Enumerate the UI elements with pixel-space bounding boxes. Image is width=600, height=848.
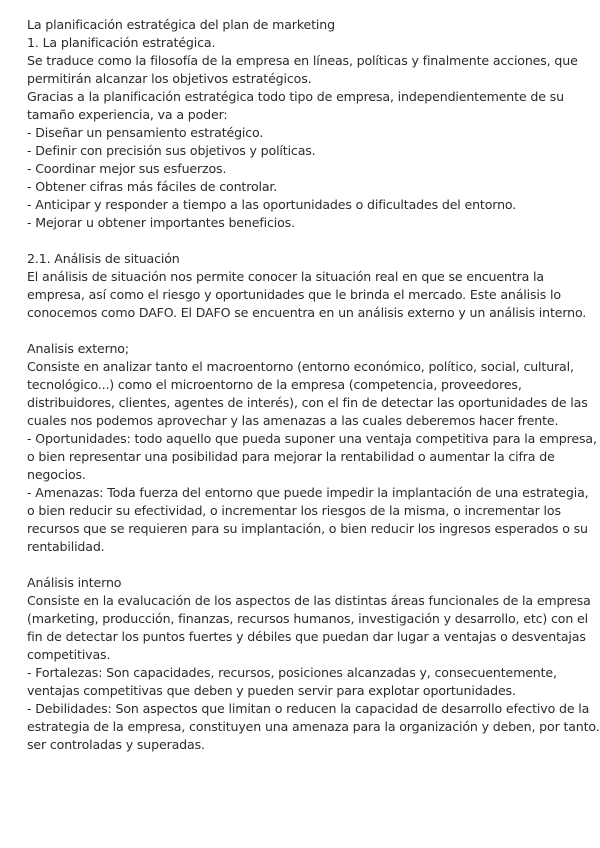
section-1-bullet: - Anticipar y responder a tiempo a las oportunidades o dificultades del entorno.	[27, 197, 517, 212]
section-2-paragraph-line: conocemos como DAFO. El DAFO se encuentra en un análisis externo y un análisis interno.	[27, 305, 587, 320]
section-1-bullet: - Definir con precisión sus objetivos y políticas.	[27, 143, 316, 158]
document-title: La planificación estratégica del plan de marketing	[27, 17, 335, 32]
section-1-paragraph-1-line: Se traduce como la filosofía de la empresa en líneas, políticas y finalmente acciones, que	[27, 53, 578, 68]
opportunities-line: o bien representar una posibilidad para mejorar la rentabilidad o aumentar la cifra de	[27, 449, 555, 464]
section-2-heading: 2.1. Análisis de situación	[27, 251, 180, 266]
internal-paragraph-line: Consiste en la evalucación de los aspectos de las distintas áreas funcionales de la empresa	[27, 593, 591, 608]
section-2-paragraph-line: empresa, así como el riesgo y oportunidades que le brinda el mercado. Este análisis lo	[27, 287, 561, 302]
internal-paragraph-line: competitivas.	[27, 647, 111, 662]
external-paragraph-line: tecnológico...) como el microentorno de la empresa (competencia, proveedores,	[27, 377, 522, 392]
threats-line: recursos que se requieren para su implantación, o bien reducir los ingresos esperados o su	[27, 521, 588, 536]
weaknesses-line: ser controladas y superadas.	[27, 737, 205, 752]
section-1-bullet: - Diseñar un pensamiento estratégico.	[27, 125, 264, 140]
opportunities-line: negocios.	[27, 467, 86, 482]
section-2-paragraph-line: El análisis de situación nos permite conocer la situación real en que se encuentra la	[27, 269, 544, 284]
external-analysis-heading: Analisis externo;	[27, 341, 129, 356]
section-1-paragraph-1-line: permitirán alcanzar los objetivos estratégicos.	[27, 71, 312, 86]
weaknesses-line: - Debilidades: Son aspectos que limitan o reducen la capacidad de desarrollo efectivo de la	[27, 701, 590, 716]
threats-line: o bien reducir su efectividad, o incrementar los riesgos de la misma, o incrementar los	[27, 503, 561, 518]
spacer	[27, 556, 576, 574]
section-1-heading: 1. La planificación estratégica.	[27, 35, 216, 50]
section-1-bullet: - Coordinar mejor sus esfuerzos.	[27, 161, 227, 176]
threats-line: rentabilidad.	[27, 539, 105, 554]
internal-analysis-heading: Análisis interno	[27, 575, 122, 590]
opportunities-line: - Oportunidades: todo aquello que pueda suponer una ventaja competitiva para la empresa,	[27, 431, 597, 446]
external-paragraph-line: cuales nos podemos aprovechar y las amenazas a las cuales deberemos hacer frente.	[27, 413, 559, 428]
strengths-line: - Fortalezas: Son capacidades, recursos, posiciones alcanzadas y, consecuentemente,	[27, 665, 557, 680]
weaknesses-line: estrategia de la empresa, constituyen una amenaza para la organización y deben, por tanto.	[27, 719, 600, 734]
spacer	[27, 232, 576, 250]
external-paragraph-line: distribuidores, clientes, agentes de interés), con el fin de detectar las oportunidades de las	[27, 395, 588, 410]
threats-line: - Amenazas: Toda fuerza del entorno que puede impedir la implantación de una estrategia,	[27, 485, 589, 500]
internal-paragraph-line: fin de detectar los puntos fuertes y débiles que puedan dar lugar a ventajas o desventajas	[27, 629, 586, 644]
strengths-line: ventajas competitivas que deben y pueden servir para explotar oportunidades.	[27, 683, 516, 698]
internal-paragraph-line: (marketing, producción, finanzas, recursos humanos, investigación y desarrollo, etc) con el	[27, 611, 588, 626]
section-1-paragraph-2-line: Gracias a la planificación estratégica todo tipo de empresa, independientemente de su	[27, 89, 564, 104]
section-1-paragraph-2-line: tamaño experiencia, va a poder:	[27, 107, 228, 122]
section-1-bullet: - Obtener cifras más fáciles de controlar.	[27, 179, 278, 194]
spacer	[27, 322, 576, 340]
external-paragraph-line: Consiste en analizar tanto el macroentorno (entorno económico, político, social, cultural,	[27, 359, 574, 374]
section-1-bullet: - Mejorar u obtener importantes beneficios.	[27, 215, 295, 230]
